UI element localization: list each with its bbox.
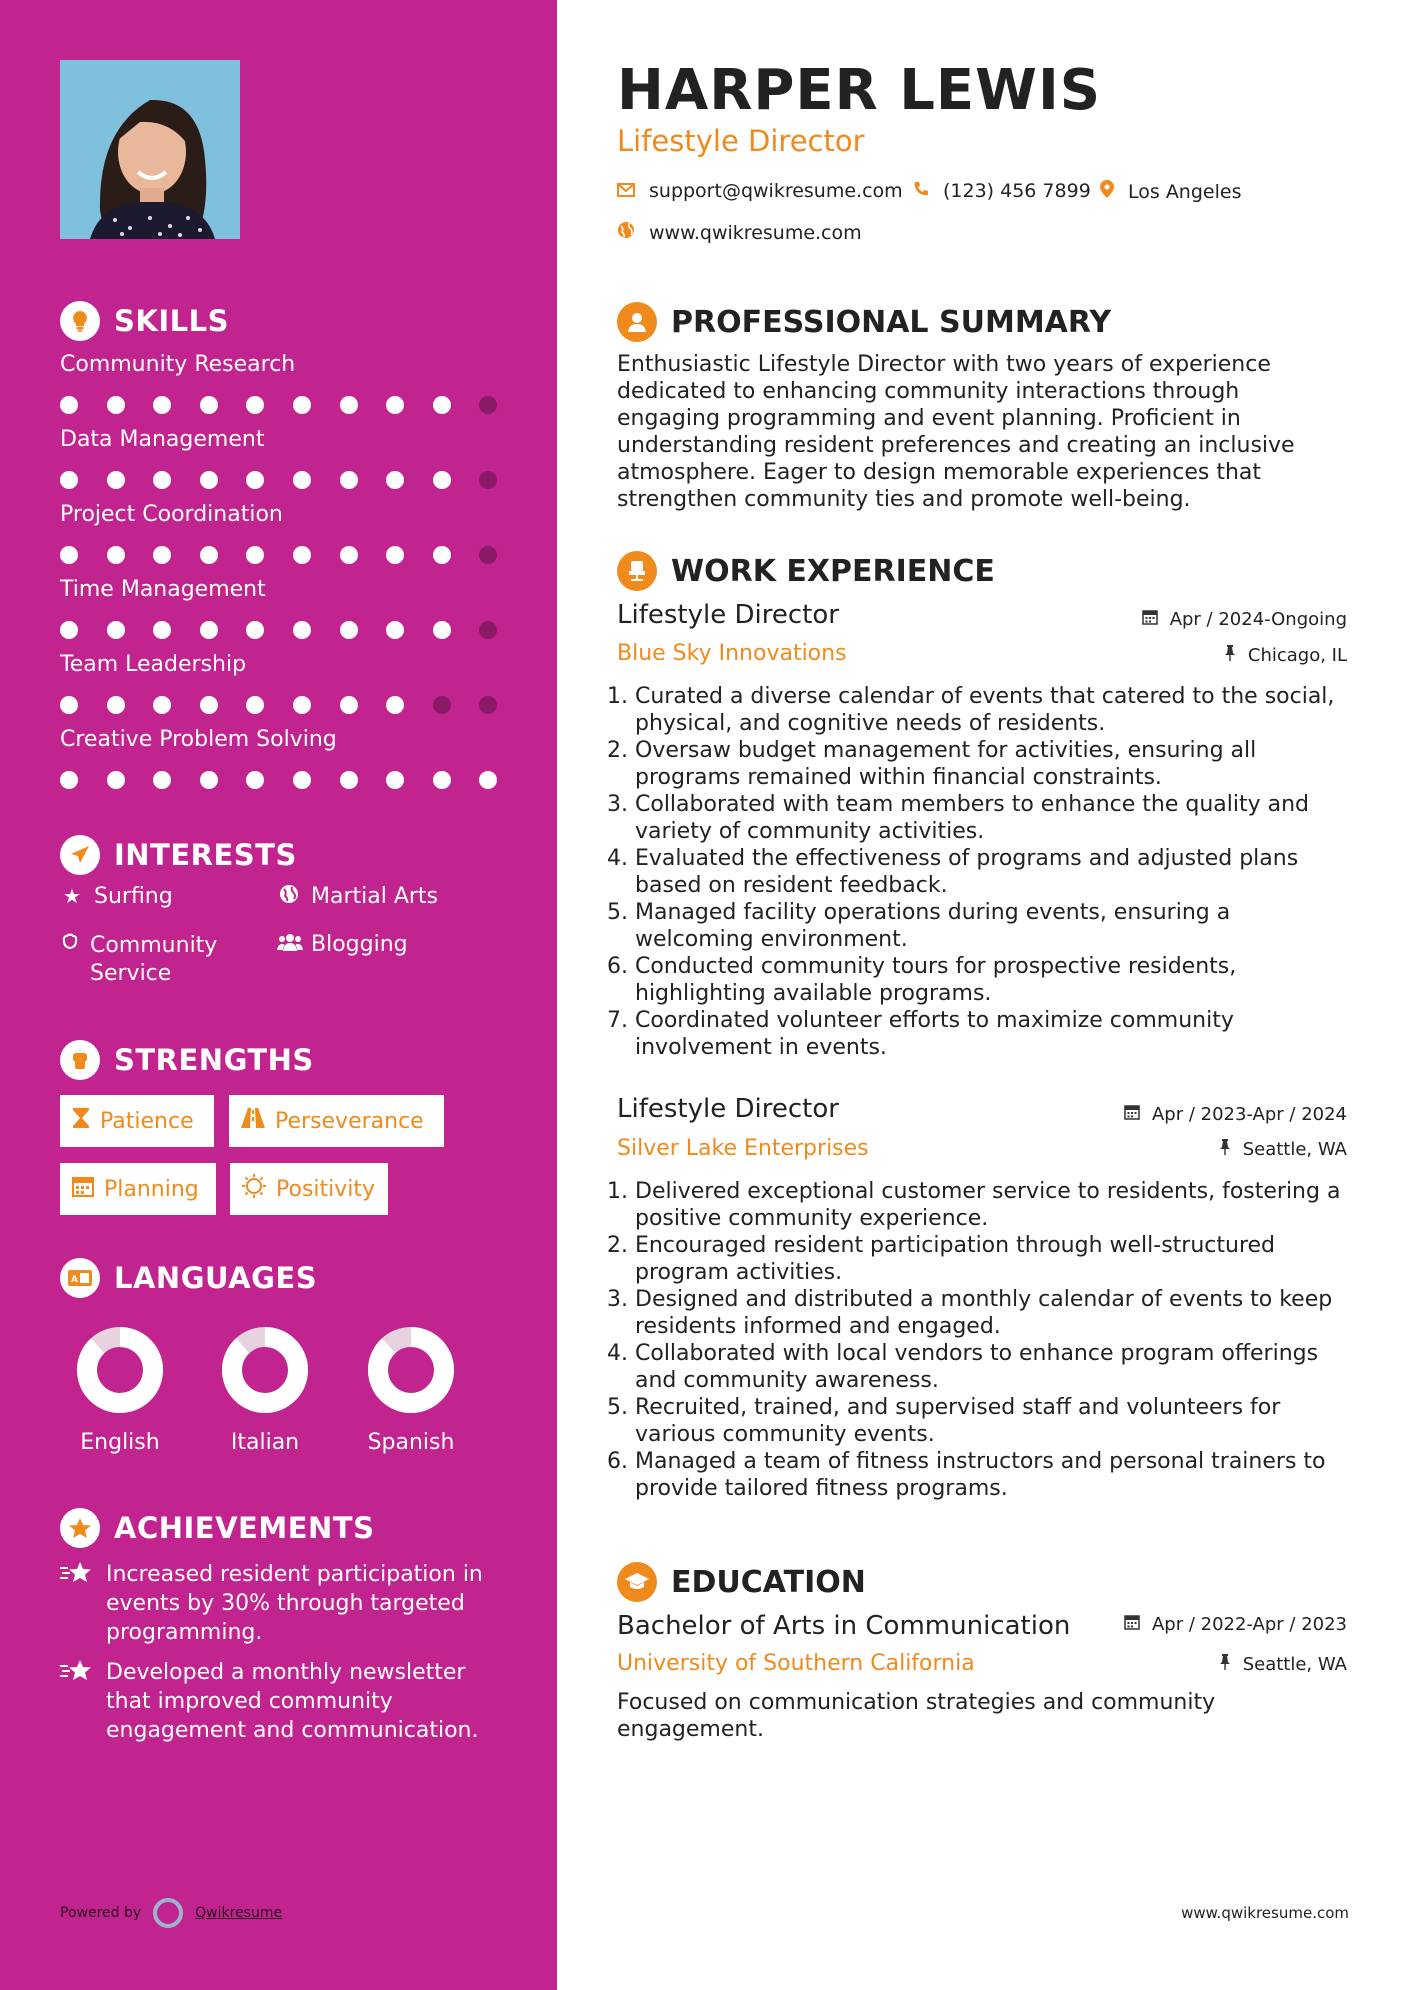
skill-name: Team Leadership — [60, 652, 247, 677]
skill-dot — [340, 696, 358, 714]
globe-icon — [277, 884, 301, 909]
achievements-heading: ACHIEVEMENTS — [60, 1508, 374, 1548]
briefcase-chair-icon — [617, 551, 657, 591]
skill-dot — [386, 546, 404, 564]
skills-heading: SKILLS — [60, 301, 229, 341]
skill-dot — [479, 546, 497, 564]
users-icon — [277, 932, 301, 957]
education-date: Apr / 2022-Apr / 2023 — [1124, 1614, 1347, 1635]
language-ring-fill — [87, 1337, 153, 1403]
duty-item: 1. Curated a diverse calendar of events that catered to the social, physical, and cognitive needs of residents. — [635, 683, 1352, 737]
skill-item — [60, 502, 500, 527]
skill-dot — [479, 771, 497, 789]
calendar-icon — [72, 1175, 94, 1203]
job-title: Lifestyle Director — [617, 600, 839, 630]
svg-text:A: A — [71, 1275, 79, 1285]
shooting-star-icon — [60, 1658, 96, 1745]
skill-dot — [60, 396, 78, 414]
language-ring — [367, 1326, 455, 1414]
user-icon — [617, 302, 657, 342]
trophy-star-icon — [60, 1508, 100, 1548]
skill-dot — [246, 396, 264, 414]
skill-rating — [60, 396, 500, 416]
skill-item — [60, 577, 500, 602]
duty-item: 3. Collaborated with team members to enhance the quality and variety of community activities. — [635, 791, 1352, 845]
education-school: University of Southern California — [617, 1651, 975, 1676]
skill-dot — [153, 471, 171, 489]
summary-text: Enthusiastic Lifestyle Director with two years of experience dedicated to enhancing community interactions through engaging programming and event planning. Proficient in understanding resident preferences and creating an inclusive atmosphere. Eager to design memorable experiences that strengthen community ties and promote well-being. — [617, 352, 1295, 512]
skill-dot — [246, 621, 264, 639]
pushpin-icon — [1219, 1654, 1237, 1675]
skill-dot — [386, 621, 404, 639]
sun-icon — [242, 1174, 266, 1204]
strength-badge: Perseverance — [229, 1095, 444, 1147]
candidate-role: Lifestyle Director — [617, 124, 865, 158]
skill-dot — [246, 471, 264, 489]
skill-dot — [246, 546, 264, 564]
language-ring — [221, 1326, 309, 1414]
paper-plane-icon — [60, 835, 100, 875]
profile-photo — [60, 60, 240, 239]
strengths-heading: STRENGTHS — [60, 1040, 314, 1080]
road-icon — [241, 1108, 265, 1134]
lightbulb-icon — [60, 301, 100, 341]
skill-dot — [293, 621, 311, 639]
contact-phone[interactable]: (123) 456 7899 — [913, 180, 1091, 202]
skill-dot — [107, 471, 125, 489]
envelope-icon — [617, 181, 635, 202]
skill-dot — [386, 396, 404, 414]
skill-rating — [60, 621, 500, 641]
duty-item: 3. Designed and distributed a monthly calendar of events to keep residents informed and engaged. — [635, 1286, 1352, 1340]
skill-dot — [433, 471, 451, 489]
skill-item — [60, 727, 500, 752]
skill-dot — [107, 621, 125, 639]
job-location: Seattle, WA — [1219, 1139, 1347, 1160]
duty-item: 7. Coordinated volunteer efforts to maximize community involvement in events. — [635, 1007, 1352, 1061]
skill-name: Time Management — [60, 577, 266, 602]
skill-rating — [60, 471, 500, 491]
achievement-item: Increased resident participation in events by 30% through targeted programming. — [60, 1560, 510, 1647]
skill-name: Community Research — [60, 352, 296, 377]
education-degree: Bachelor of Arts in Communication — [617, 1611, 1071, 1641]
skill-name: Project Coordination — [60, 502, 283, 527]
language-ring — [76, 1326, 164, 1414]
duty-item: 5. Managed facility operations during events, ensuring a welcoming environment. — [635, 899, 1352, 953]
skill-dot — [153, 771, 171, 789]
skill-dot — [153, 696, 171, 714]
skill-dot — [433, 771, 451, 789]
skill-dot — [200, 471, 218, 489]
language-icon — [60, 1258, 100, 1298]
skill-dot — [293, 471, 311, 489]
skill-rating — [60, 546, 500, 566]
strength-badge: Positivity — [230, 1163, 388, 1215]
skill-dot — [200, 621, 218, 639]
pushpin-icon — [1219, 1139, 1237, 1160]
interest-item: Blogging — [277, 932, 408, 957]
skill-dot — [340, 471, 358, 489]
skill-dot — [107, 546, 125, 564]
skill-dot — [479, 621, 497, 639]
education-location: Seattle, WA — [1219, 1654, 1347, 1675]
calendar-icon — [1124, 1614, 1146, 1635]
contact-website[interactable]: www.qwikresume.com — [617, 221, 862, 244]
skill-item — [60, 352, 500, 377]
hourglass-icon — [72, 1107, 90, 1135]
contact-email[interactable]: support@qwikresume.com — [617, 180, 903, 202]
graduation-cap-icon — [617, 1562, 657, 1602]
skill-dot — [293, 696, 311, 714]
sidebar — [0, 0, 557, 1990]
skill-dot — [433, 621, 451, 639]
job-title: Lifestyle Director — [617, 1094, 839, 1124]
skill-dot — [200, 696, 218, 714]
skill-dot — [340, 771, 358, 789]
skill-dot — [340, 546, 358, 564]
skill-dot — [153, 621, 171, 639]
duty-item: 1. Delivered exceptional customer service to residents, fostering a positive community experience. — [635, 1178, 1352, 1232]
skill-dot — [433, 396, 451, 414]
skill-rating — [60, 771, 500, 791]
skill-name: Creative Problem Solving — [60, 727, 337, 752]
strength-badge: Planning — [60, 1163, 216, 1215]
education-heading: EDUCATION — [617, 1562, 866, 1602]
skill-dot — [60, 546, 78, 564]
skill-dot — [479, 696, 497, 714]
calendar-icon — [1142, 609, 1164, 630]
fist-icon — [60, 1040, 100, 1080]
language-name: English — [80, 1430, 160, 1455]
languages-heading: A LANGUAGES — [60, 1258, 317, 1298]
duty-item: 2. Encouraged resident participation through well-structured program activities. — [635, 1232, 1352, 1286]
duty-item: 2. Oversaw budget management for activities, ensuring all programs remained within financial constraints. — [635, 737, 1352, 791]
experience-heading: WORK EXPERIENCE — [617, 551, 995, 591]
skill-dot — [200, 396, 218, 414]
skill-dot — [153, 546, 171, 564]
skill-dot — [479, 396, 497, 414]
interest-item: Martial Arts — [277, 884, 438, 909]
interest-item: Community Service — [60, 932, 260, 988]
job-date: Apr / 2023-Apr / 2024 — [1124, 1104, 1347, 1125]
skill-dot — [246, 771, 264, 789]
skill-dot — [60, 771, 78, 789]
skill-dot — [340, 621, 358, 639]
skill-dot — [246, 696, 264, 714]
skill-dot — [386, 471, 404, 489]
skill-dot — [107, 771, 125, 789]
globe-icon — [617, 221, 635, 244]
interests-heading: INTERESTS — [60, 835, 297, 875]
footer-url[interactable]: www.qwikresume.com — [1181, 1904, 1349, 1922]
skill-dot — [107, 396, 125, 414]
skill-rating — [60, 696, 500, 716]
skill-name: Data Management — [60, 427, 265, 452]
job-date: Apr / 2024-Ongoing — [1142, 609, 1347, 630]
skill-dot — [153, 396, 171, 414]
job-duties — [617, 683, 1352, 1061]
qwikresume-link[interactable]: Qwikresume — [195, 1905, 283, 1921]
skill-dot — [479, 471, 497, 489]
duty-item: 6. Conducted community tours for prospective residents, highlighting available programs. — [635, 953, 1352, 1007]
interest-item: ★ Surfing — [60, 884, 173, 909]
star-icon: ★ — [63, 884, 81, 908]
skill-item — [60, 652, 500, 677]
qwikresume-logo-icon — [153, 1898, 183, 1928]
powered-by: Powered by Qwikresume — [60, 1898, 282, 1928]
skill-dot — [433, 546, 451, 564]
language-ring-fill — [378, 1337, 444, 1403]
duty-item: 6. Managed a team of fitness instructors and personal trainers to provide tailored fitness programs. — [635, 1448, 1352, 1502]
duty-item: 4. Evaluated the effectiveness of programs and adjusted plans based on resident feedback. — [635, 845, 1352, 899]
language-name: Italian — [230, 1430, 300, 1455]
language-ring-fill — [232, 1337, 298, 1403]
skill-dot — [433, 696, 451, 714]
achievement-item: Developed a monthly newsletter that improved community engagement and communication. — [60, 1658, 510, 1745]
contact-location: Los Angeles — [1100, 180, 1241, 203]
candidate-name: HARPER LEWIS — [617, 58, 1102, 123]
skill-dot — [60, 696, 78, 714]
calendar-icon — [1124, 1104, 1146, 1125]
job-company: Blue Sky Innovations — [617, 641, 847, 666]
strength-badge: Patience — [60, 1095, 214, 1147]
duty-item: 4. Collaborated with local vendors to enhance program offerings and community awareness. — [635, 1340, 1352, 1394]
job-duties — [617, 1178, 1352, 1502]
job-location: Chicago, IL — [1224, 645, 1347, 666]
skill-dot — [386, 771, 404, 789]
hand-icon — [60, 932, 80, 988]
phone-icon — [913, 181, 929, 202]
job-company: Silver Lake Enterprises — [617, 1136, 869, 1161]
skill-dot — [60, 621, 78, 639]
skill-dot — [386, 696, 404, 714]
education-description: Focused on communication strategies and community engagement. — [617, 1690, 1216, 1742]
skill-dot — [60, 471, 78, 489]
language-name: Spanish — [367, 1430, 455, 1455]
skill-dot — [340, 396, 358, 414]
summary-heading: PROFESSIONAL SUMMARY — [617, 302, 1111, 342]
shooting-star-icon — [60, 1560, 96, 1647]
skill-dot — [293, 771, 311, 789]
map-pin-icon — [1100, 180, 1114, 203]
skill-dot — [293, 396, 311, 414]
skill-dot — [293, 546, 311, 564]
skill-dot — [107, 696, 125, 714]
skill-dot — [200, 546, 218, 564]
pushpin-icon — [1224, 645, 1242, 666]
skill-item — [60, 427, 500, 452]
duty-item: 5. Recruited, trained, and supervised staff and volunteers for various community events. — [635, 1394, 1352, 1448]
skill-dot — [200, 771, 218, 789]
